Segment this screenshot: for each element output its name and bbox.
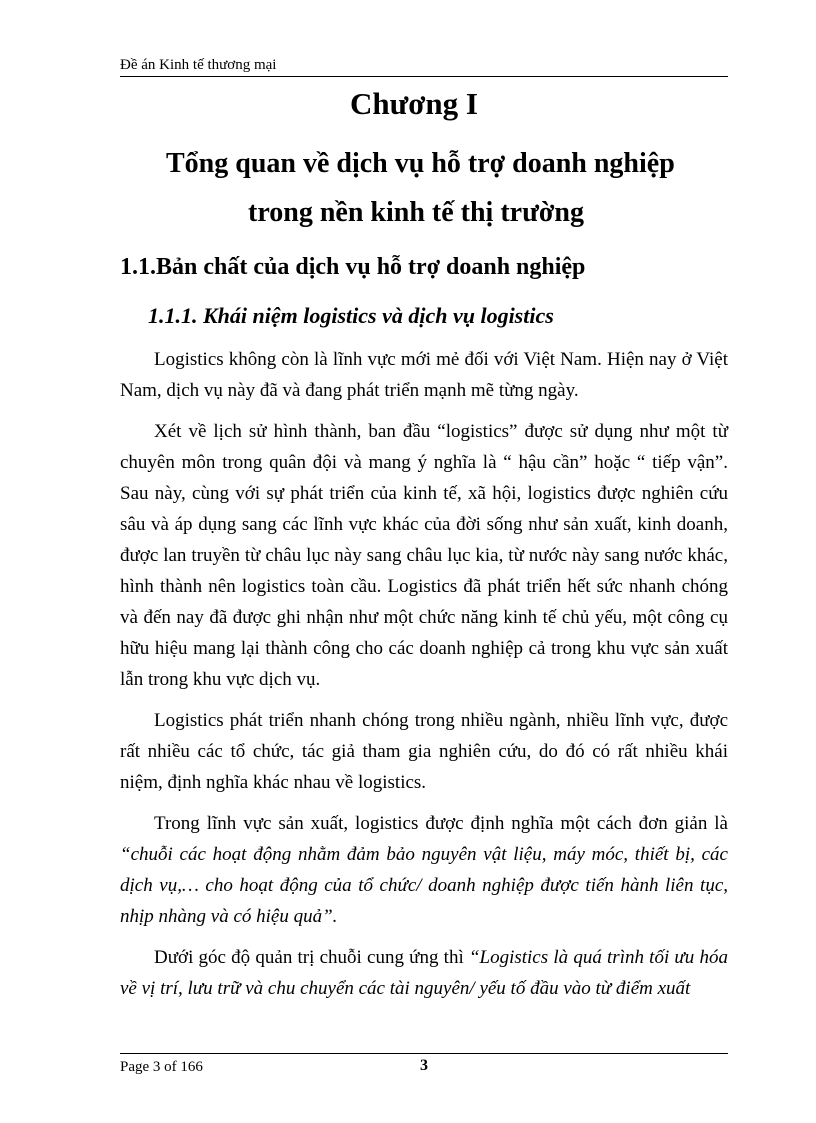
header-divider bbox=[120, 76, 728, 77]
paragraph-5 bbox=[120, 942, 728, 1004]
footer-page-number: 3 bbox=[420, 1057, 428, 1074]
footer-page-label: Page 3 of 166 bbox=[120, 1059, 203, 1075]
paragraph-5-text: Dưới góc độ quản trị chuỗi cung ứng thì bbox=[154, 947, 469, 968]
paragraph-4-text: Trong lĩnh vực sản xuất, logistics được định nghĩa một cách đơn giản là bbox=[154, 813, 728, 834]
section-heading: 1.1.Bản chất của dịch vụ hỗ trợ doanh nghiệp bbox=[120, 254, 586, 280]
paragraph-2: Xét về lịch sử hình thành, ban đầu “logistics” được sử dụng như một từ chuyên môn trong quân đội và mang ý nghĩa là “ hậu cần” hoặc “ tiếp vận”. Sau này, cùng với sự phát triển của kinh tế, xã hội, logistics được nghiên cứu sâu và áp dụng sang các lĩnh vực khác của đời sống như sản xuất, kinh doanh, được lan truyền từ châu lục này sang châu lục kia, từ nước này sang nước khác, hình thành nên logistics toàn cầu. Logistics đã phát triển hết sức nhanh chóng và đến nay đã được ghi nhận như một chức năng kinh tế chủ yếu, một công cụ hữu hiệu mang lại thành công cho các doanh nghiệp cả trong khu vực sản xuất lẫn trong khu vực dịch vụ. bbox=[120, 421, 728, 690]
paragraph-1: Logistics không còn là lĩnh vực mới mẻ đối với Việt Nam. Hiện nay ở Việt Nam, dịch vụ này đã và đang phát triển mạnh mẽ từng ngày. bbox=[120, 349, 728, 401]
subsection-heading: 1.1.1. Khái niệm logistics và dịch vụ logistics bbox=[148, 303, 554, 328]
paragraph-3: Logistics phát triển nhanh chóng trong nhiều ngành, nhiều lĩnh vực, được rất nhiều các tổ chức, tác giả tham gia nghiên cứu, do đó có rất nhiều khái niệm, định nghĩa khác nhau về logistics. bbox=[120, 710, 728, 793]
chapter-title-line-2: trong nền kinh tế thị trường bbox=[248, 197, 584, 228]
chapter-title-line-1: Tổng quan về dịch vụ hỗ trợ doanh nghiệp bbox=[166, 148, 675, 179]
chapter-label: Chương I bbox=[350, 86, 478, 121]
paragraph-4-quote: “chuỗi các hoạt động nhằm đảm bảo nguyên vật liệu, máy móc, thiết bị, các dịch vụ,… cho hoạt động của tổ chức/ doanh nghiệp được tiến hành liên tục, nhịp nhàng và có hiệu quả”. bbox=[120, 844, 728, 927]
body-text bbox=[120, 344, 728, 1014]
paragraph-5-quote: “Logistics là quá trình tối ưu hóa về vị trí, lưu trữ và chu chuyển các tài nguyên/ yếu tố đầu vào từ điểm xuất bbox=[120, 947, 728, 999]
running-header: Đề án Kinh tế thương mại bbox=[120, 57, 277, 73]
paragraph-4 bbox=[120, 808, 728, 932]
footer-divider bbox=[120, 1053, 728, 1054]
